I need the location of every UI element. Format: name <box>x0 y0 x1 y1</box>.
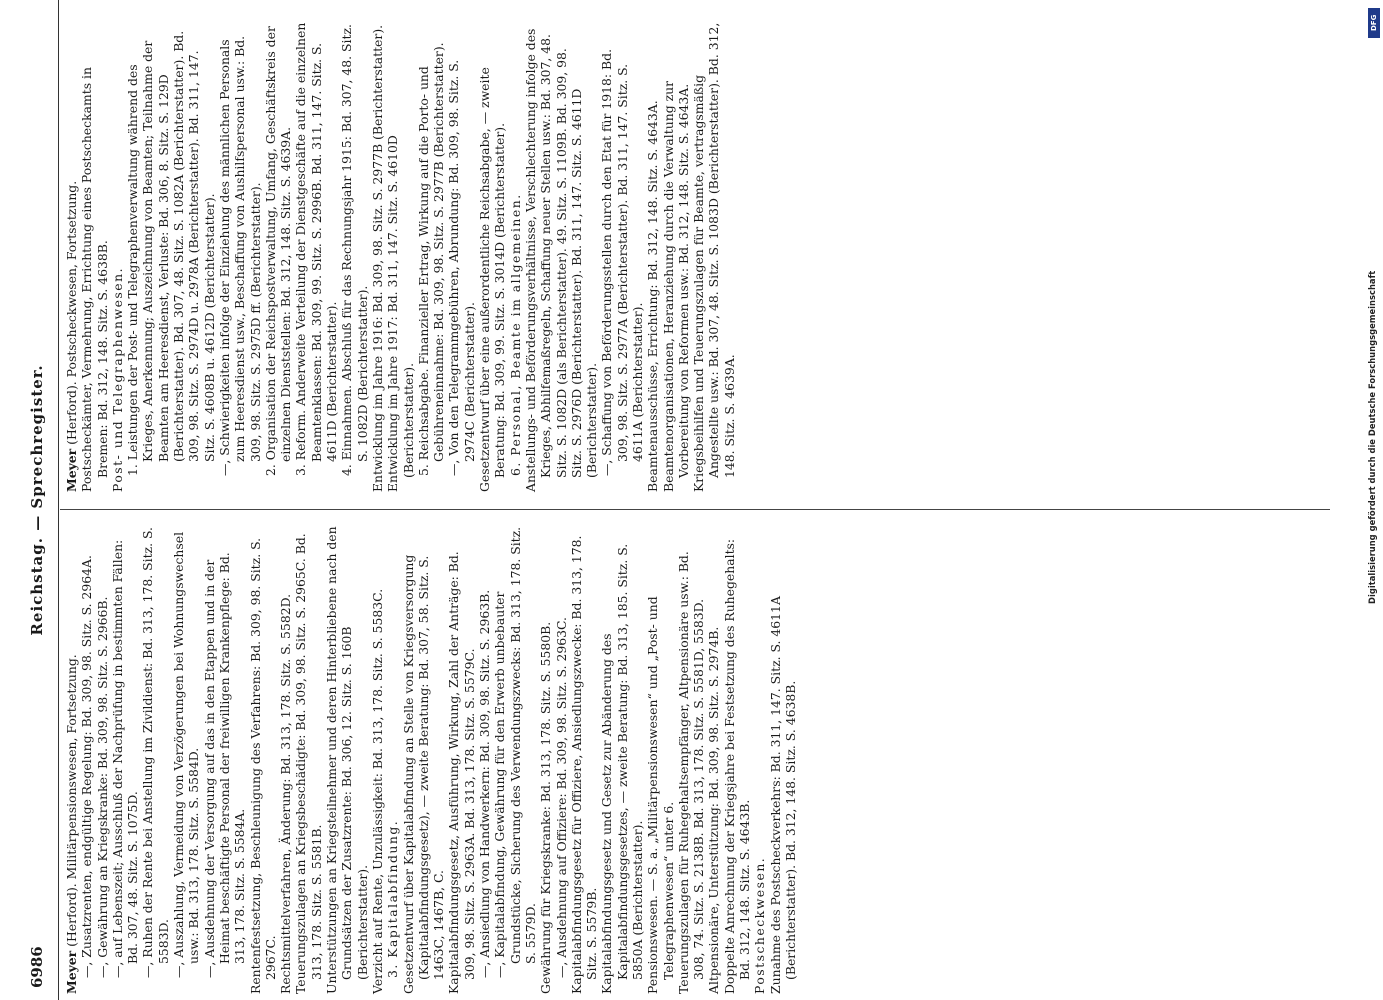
register-entry: Kapitalabfindungsgesetz für Offiziere, Ansiedlungszwecke: Bd. 313, 178. Sitz. S. 5579B. <box>568 535 600 994</box>
register-entry: —, Kapitalabfindung, Gewährung für den Erwerb unbebauter Grundstücke, Sicherung des Verwendungszwecks: Bd. 313, 178. Sitz. S. 5579D. <box>492 526 538 978</box>
header-rule <box>58 0 59 1000</box>
register-entry: Post- und Telegraphenwesen. <box>109 266 125 492</box>
register-entry: 3. Kapitalabfindung. <box>385 819 401 978</box>
register-entry: Zunahme des Postscheckverkehrs: Bd. 311, 147. Sitz. S. 4611A (Berichterstatter). Bd. 312, 148. Sitz. S. 4638B. <box>767 596 798 994</box>
register-entry: Pensionswesen. — S. a. „Militärpensionswesen“ und „Post- und Telegraphenwesen“ unter 6. <box>645 596 676 994</box>
register-entry: —, Schaffung von Beförderungsstellen durch den Etat für 1918: Bd. 309, 98. Sitz. S. 2977A (Berichterstatter). Bd. 311, 147. Sitz. S. 4611A (Berichterstatter). <box>599 48 645 476</box>
register-entry: Anstellungs- und Beförderungsverhältnisse, Verschlechterung infolge des Krieges, Abhilfemaßregeln, Schaffung neuer Stellen usw.: Bd. 307, 48. Sitz. S. 1082D (als Berichterstatter). 49. Sitz. S. 1109B. Bd. 309, 98. Sitz. S. 2976D (Berichterstatter). Bd. 311, 147. Sitz. S. 4611D (Berichterstatter). <box>522 28 600 492</box>
register-entry: —, Ruhen der Rente bei Anstellung im Zivildienst: Bd. 313, 178. Sitz. S. 5583D. <box>140 527 171 978</box>
register-entry: Altpensionäre, Unterstützung: Bd. 309, 98. Sitz. S. 2974B. <box>706 626 722 994</box>
register-entry: —, Zusatzrenten, endgültige Regelung: Bd. 309, 98. Sitz. S. 2964A. <box>79 555 95 978</box>
register-entry: —, Ausdehnung der Versorgung auf das in den Etappen und in der Heimat beschäftigte Personal der freiwilligen Krankenpflege: Bd. 313, 178. Sitz. S. 5584A. <box>201 552 248 978</box>
register-entry: Entwicklung im Jahre 1916: Bd. 309, 98. Sitz. S. 2977B (Berichterstatter). <box>369 24 385 492</box>
register-entry: Postscheckämter, Vermehrung, Errichtung eines Postscheckamts in Bremen: Bd. 312, 148. Sitz. S. 4638B. <box>79 67 110 492</box>
left-column <box>64 524 798 994</box>
right-column <box>64 22 737 492</box>
left-column-heading <box>64 524 79 994</box>
register-entry: Kapitalabfindungsgesetz, Ausführung, Wirkung, Zahl der Anträge: Bd. 309, 98. Sitz. S. 2963A. Bd. 313, 178. Sitz. S. 5579C. <box>446 551 477 994</box>
left-entry-list <box>79 524 798 994</box>
column-divider <box>60 509 1330 510</box>
register-entry: 4. Einnahmen. Abschluß für das Rechnungsjahr 1915: Bd. 307, 48. Sitz. S. 1082D (Berichterstatter). <box>339 24 370 476</box>
right-entry-list <box>79 22 737 492</box>
page-header <box>20 0 56 1000</box>
heading-subject: (Herford). Militärpensionswesen, Fortsetzung. <box>64 654 79 947</box>
register-entry: Teuerungszulagen an Kriegsbeschädigte: Bd. 309, 98. Sitz. S. 2965C. Bd. 313, 178. Sitz. S. 5581B. <box>293 533 324 994</box>
heading-name: Meyer <box>64 448 79 492</box>
running-head: Reichstag. — Sprechregister. <box>28 364 46 636</box>
register-entry: —, Von den Telegrammgebühren, Abrundung: Bd. 309, 98. Sitz. S. 2974C (Berichterstatter). <box>446 59 477 476</box>
register-entry: Doppelte Anrechnung der Kriegsjahre bei Festsetzung des Ruhegehalts: Bd. 312, 148. Sitz. S. 4643B. <box>721 538 753 994</box>
register-entry: —, Schwierigkeiten infolge der Einziehung des männlichen Personals zum Heeresdienst usw., Beschaffung von Aushilfspersonal usw.: Bd. 309, 98. Sitz. S. 2975D ff. (Berichterstatter). <box>216 35 263 476</box>
dfg-logo: DFG <box>1368 8 1380 38</box>
digitization-sidebar <box>1367 8 1381 998</box>
page-number: 6986 <box>28 946 46 988</box>
register-entry: Rechtsmittelverfahren, Änderung: Bd. 313, 178. Sitz. S. 5582D. <box>278 593 294 994</box>
register-entry: 3. Reform. Anderweite Verteilung der Dienstgeschäfte auf die einzelnen Beamtenklassen: Bd. 309, 99. Sitz. S. 2996B. Bd. 311, 147. Sitz. S. 4611D (Berichterstatter). <box>293 22 340 476</box>
register-entry: Beamtenausschüsse, Errichtung: Bd. 312, 148. Sitz. S. 4643A. <box>645 100 661 492</box>
register-entry: Kriegsbeihilfen und Teuerungszulagen für Beamte, vertragsmäßig Angestellte usw.: Bd. 307, 48. Sitz. S. 1083D (Berichterstatter). Bd. 312, 148. Sitz. S. 4639A. <box>691 22 737 492</box>
register-entry: 6. Personal, Beamte im allgemeinen. <box>507 193 523 476</box>
register-entry: Gesetzentwurf über Kapitalabfindung an Stelle von Kriegsversorgung (Kapitalabfindungsgesetz), — zweite Beratung: Bd. 307, 58. Sitz. S. 1463C, 1467B, C. <box>400 554 447 994</box>
right-column-heading <box>64 22 79 492</box>
register-entry: Unterstützungen an Kriegsteilnehmer und deren Hinterbliebene nach den Grundsätzen der Zusatzrente: Bd. 306, 12. Sitz. S. 160B (Berichterstatter). <box>324 526 370 994</box>
register-entry: —, Ausdehnung auf Offiziere: Bd. 309, 98. Sitz. S. 2963C. <box>553 617 569 978</box>
register-entry: Gesetzentwurf über eine außerordentliche Reichsabgabe, — zweite Beratung: Bd. 309, 99. Sitz. S. 3014D (Berichterstatter). <box>477 67 508 492</box>
heading-name: Meyer <box>64 950 79 994</box>
register-entry: Gewährung für Kriegskranke: Bd. 313, 178. Sitz. S. 5580B. <box>538 621 554 994</box>
register-entry: Kapitalabfindungsgesetz und Gesetz zur Abänderung des Kapitalabfindungsgesetzes, — zweite Beratung: Bd. 313, 185. Sitz. S. 5850A (Berichterstatter). <box>599 543 645 994</box>
register-entry: Rentenfestsetzung, Beschleunigung des Verfahrens: Bd. 309, 98. Sitz. S. 2967C. <box>247 537 278 994</box>
heading-subject: (Herford). Postscheckwesen, Fortsetzung. <box>64 180 79 445</box>
register-entry: 1. Leistungen der Post- und Telegraphenverwaltung während des Krieges, Anerkennung; Auszeichnung von Beamten; Teilnahme der Beamten am Heeresdienst, Verluste: Bd. 306, 8. Sitz. S. 129D (Berichterstatter). Bd. 307, 48. Sitz. S. 1082A (Berichterstatter). Bd. 309, 98. Sitz. S. 2974D u. 2978A (Berichterstatter). Bd. 311, 147. Sitz. S. 4608B u. 4612D (Berichterstatter). <box>125 30 217 476</box>
register-entry: 2. Organisation der Reichspostverwaltung, Umfang, Geschäftskreis der einzelnen Dienststellen: Bd. 312, 148. Sitz. S. 4639A. <box>262 26 294 476</box>
register-entry: Entwicklung im Jahre 1917: Bd. 311, 147. Sitz. S. 4610D (Berichterstatter). <box>385 135 416 492</box>
register-entry: —, Auszahlung, Vermeidung von Verzögerungen bei Wohnungswechsel usw.: Bd. 313, 178. Sitz. S. 5584D. <box>171 531 202 978</box>
register-entry: Verzicht auf Rente, Unzulässigkeit: Bd. 313, 178. Sitz. S. 5583C. <box>369 588 385 994</box>
register-entry: Postscheckwesen. <box>752 856 768 994</box>
register-entry: Beamtenorganisationen, Heranziehung durch die Verwaltung zur Vorbereitung von Reformen usw.: Bd. 312, 148. Sitz. S. 4643A. <box>660 80 691 492</box>
register-entry: 5. Reichsabgabe. Finanzieller Ertrag, Wirkung auf die Porto- und Gebühreneinnahme: Bd. 309, 98. Sitz. S. 2977B (Berichterstatter). <box>415 42 447 476</box>
register-entry: Teuerungszulagen für Ruhegehaltsempfänger, Altpensionäre usw.: Bd. 308, 74. Sitz. S. 2138B. Bd. 313, 178. Sitz. S. 5581D, 5583D. <box>675 551 707 994</box>
rotated-register-page <box>20 0 1340 1000</box>
register-entry: —, Gewährung an Kriegskranke: Bd. 309, 98. Sitz. S. 2966B. <box>94 596 110 978</box>
register-entry: —, auf Lebenszeit; Ausschluß der Nachprüfung in bestimmten Fällen: Bd. 307, 48. Sitz. S. 1075D. <box>109 539 141 978</box>
funding-credit: Digitalisierung gefördert durch die Deutsche Forschungsgemeinschaft <box>1367 270 1377 604</box>
register-entry: —, Ansiedlung von Handwerkern: Bd. 309, 98. Sitz. S. 2963B. <box>477 589 493 978</box>
